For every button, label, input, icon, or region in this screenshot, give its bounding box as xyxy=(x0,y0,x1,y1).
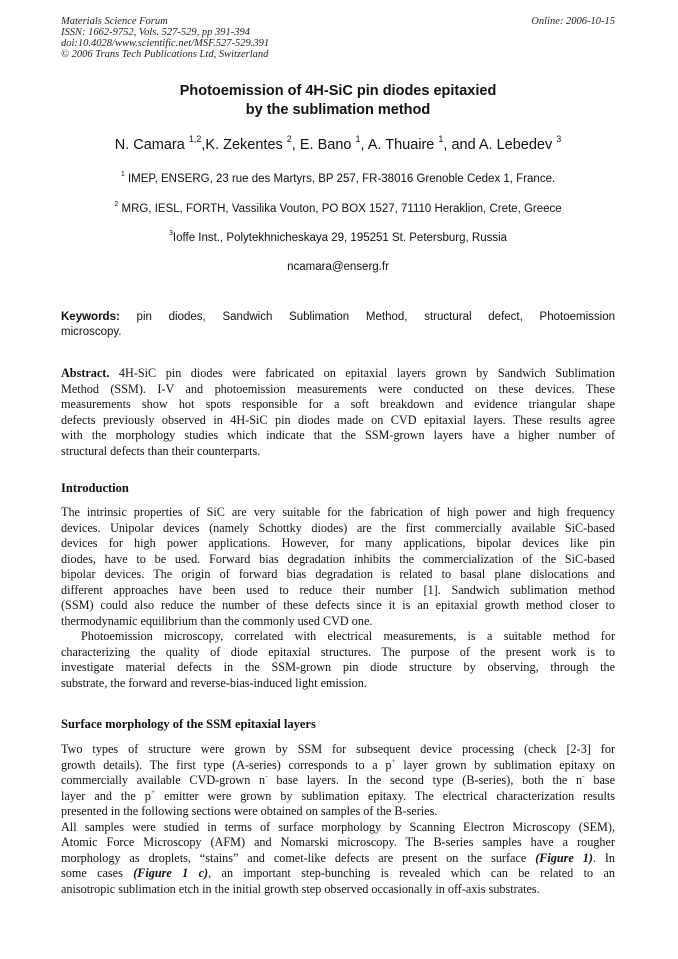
author-affil-marker: 1 xyxy=(438,134,444,145)
author-affil-marker: 3 xyxy=(556,134,562,145)
affil-text: Ioffe Inst., Polytekhnicheskaya 29, 195251 St. Petersburg, Russia xyxy=(172,232,508,244)
superscript: + xyxy=(150,786,156,796)
abstract-block xyxy=(61,366,615,459)
superscript: - xyxy=(265,771,268,781)
author-name: , A. Thuaire xyxy=(360,137,439,153)
surface-line xyxy=(61,786,615,805)
affil-marker: 3 xyxy=(168,229,173,238)
abstract-line: structural defects than their counterparts. xyxy=(61,443,261,458)
author-name: ,K. Zekentes xyxy=(201,137,287,153)
section-heading-introduction: Introduction xyxy=(61,481,129,495)
superscript: - xyxy=(582,771,585,781)
author-name: , E. Bano xyxy=(291,137,356,153)
affil-marker: 2 xyxy=(114,200,119,209)
text-run: base xyxy=(584,773,616,787)
author-affil-marker: 2 xyxy=(286,134,292,145)
affil-text: MRG, IESL, FORTH, Vassilika Vouton, PO BOX 1527, 71110 Heraklion, Crete, Greece xyxy=(118,203,562,215)
abstract-line: with the morphology studies which indicate that the SSM-grown layers have a higher number of xyxy=(61,428,615,442)
abstract-line: Method (SSM). I-V and photoemission measurements were conducted on these devices. These xyxy=(61,381,615,396)
intro-line: substrate, the forward and reverse-bias-induced light emission. xyxy=(61,675,367,690)
abstract-label: Abstract. xyxy=(61,366,110,380)
intro-line: different approaches have been used to reduce their number [1]. Sandwich sublimation method xyxy=(61,582,615,597)
surface-line xyxy=(61,851,615,867)
affiliation-1 xyxy=(61,172,615,186)
author-name: N. Camara xyxy=(114,137,189,153)
abstract-line xyxy=(61,366,615,382)
intro-line: investigate material defects in the SSM-grown pin diode structure by observing, through the xyxy=(61,660,615,674)
surface-line: presented in the following sections were obtained on samples of the B-series. xyxy=(61,804,438,818)
author-affil-marker: 1,2 xyxy=(188,134,202,145)
text-run: morphology as droplets, “stains” and comet-like defects are present on the surface xyxy=(61,850,536,865)
author-name: , and A. Lebedev xyxy=(443,137,557,153)
author-list xyxy=(61,136,615,154)
surface-line xyxy=(61,866,615,882)
surface-line: Atomic Force Microscopy (AFM) and Nomarski microscopy. The B-series samples have a rougher xyxy=(61,835,615,849)
doi-link[interactable]: doi:10.4028/www.scientific.net/MSF.527-529.391 xyxy=(61,38,270,49)
surface-line xyxy=(61,773,615,789)
figure-reference[interactable]: (Figure 1) xyxy=(535,850,593,865)
intro-line: (SSM) could also reduce the number of these defects since it is an epitaxial growth method closer to xyxy=(61,598,615,612)
keywords-block xyxy=(61,310,615,339)
author-affil-marker: 1 xyxy=(355,134,361,145)
intro-line: Photoemission microscopy, correlated with electrical measurements, is a suitable method for xyxy=(81,629,615,643)
online-date: Online: 2006-10-15 xyxy=(531,16,615,27)
abstract-line: measurements show hot spots responsible for a soft breakdown and evidence triangular shape xyxy=(61,397,615,411)
affiliation-3 xyxy=(61,231,615,245)
affiliation-2 xyxy=(61,202,615,216)
title-line-1: Photoemission of 4H-SiC pin diodes epitaxied xyxy=(179,83,497,99)
superscript: + xyxy=(391,755,396,765)
issn-line: ISSN: 1662-9752, Vols. 527-529, pp 391-394 xyxy=(61,27,250,38)
introduction-body xyxy=(61,505,615,691)
text-run: base layers. In the second type (B-series), both the n xyxy=(267,773,583,787)
intro-line: bipolar devices. The origin of forward bias degradation is related to basal plane dislocations and xyxy=(61,567,615,581)
text-run: growth details). The first type (A-series) corresponds to a p xyxy=(61,757,392,772)
surface-line: Two types of structure were grown by SSM for subsequent device processing (check [2-3] for xyxy=(61,742,615,756)
figure-reference[interactable]: (Figure 1 c) xyxy=(133,866,209,880)
affil-text: IMEP, ENSERG, 23 rue des Martyrs, BP 257, FR-38016 Grenoble Cedex 1, France. xyxy=(124,173,556,185)
intro-line: devices for high power applications. However, for many applications, bipolar devices like pin xyxy=(61,536,615,550)
text-run: layer grown by sublimation epitaxy on xyxy=(395,757,615,772)
intro-line: The intrinsic properties of SiC are very suitable for the fabrication of high power and high frequency xyxy=(61,505,615,519)
surface-morphology-body xyxy=(61,742,615,897)
text-run: , an important step-bunching is revealed which can be related to an xyxy=(208,866,615,880)
keywords-text: pin diodes, Sandwich Sublimation Method, structural defect, Photoemission xyxy=(119,311,615,323)
keywords-line-2: microscopy. xyxy=(61,325,122,338)
text-run: . In xyxy=(592,850,615,865)
intro-line: characterizing the quality of diode epitaxial structures. The purpose of the present work is to xyxy=(61,644,615,659)
journal-name: Materials Science Forum xyxy=(61,16,168,27)
surface-line: All samples were studied in terms of surface morphology by Scanning Electron Microscopy (SEM), xyxy=(61,819,615,834)
section-heading-surface-morphology: Surface morphology of the SSM epitaxial layers xyxy=(61,717,316,731)
title-line-2: by the sublimation method xyxy=(245,102,431,118)
surface-line xyxy=(61,755,615,774)
abstract-line: defects previously observed in 4H-SiC pin diodes made on CVD epitaxial layers. These results agree xyxy=(61,412,615,427)
text-run: commercially available CVD-grown n xyxy=(61,773,266,787)
abstract-text: 4H-SiC pin diodes were fabricated on epitaxial layers grown by Sandwich Sublimation xyxy=(109,366,615,380)
intro-line: thermodynamic equilibrium than the commonly used CVD one. xyxy=(61,613,373,628)
paper-title xyxy=(61,82,615,120)
copyright-line: © 2006 Trans Tech Publications Ltd, Switzerland xyxy=(61,49,269,60)
intro-line: devices. Unipolar devices (namely Schottky diodes) are the first commercially available SiC-based xyxy=(61,520,615,535)
keywords-line-1 xyxy=(61,310,615,325)
keywords-label: Keywords: xyxy=(61,311,120,323)
text-run: emitter were grown by sublimation epitaxy. The electrical characterization results xyxy=(155,788,615,803)
surface-line: anisotropic sublimation etch in the initial growth step observed occasionally in off-axis substrates. xyxy=(61,881,540,896)
text-run: some cases xyxy=(61,866,134,880)
affil-marker: 1 xyxy=(120,170,125,179)
intro-line: diodes, have to be used. Forward bias degradation inhibits the commercialization of the SiC-based xyxy=(61,551,615,566)
text-run: layer and the p xyxy=(61,788,151,803)
contact-email[interactable]: ncamara@enserg.fr xyxy=(287,261,389,273)
